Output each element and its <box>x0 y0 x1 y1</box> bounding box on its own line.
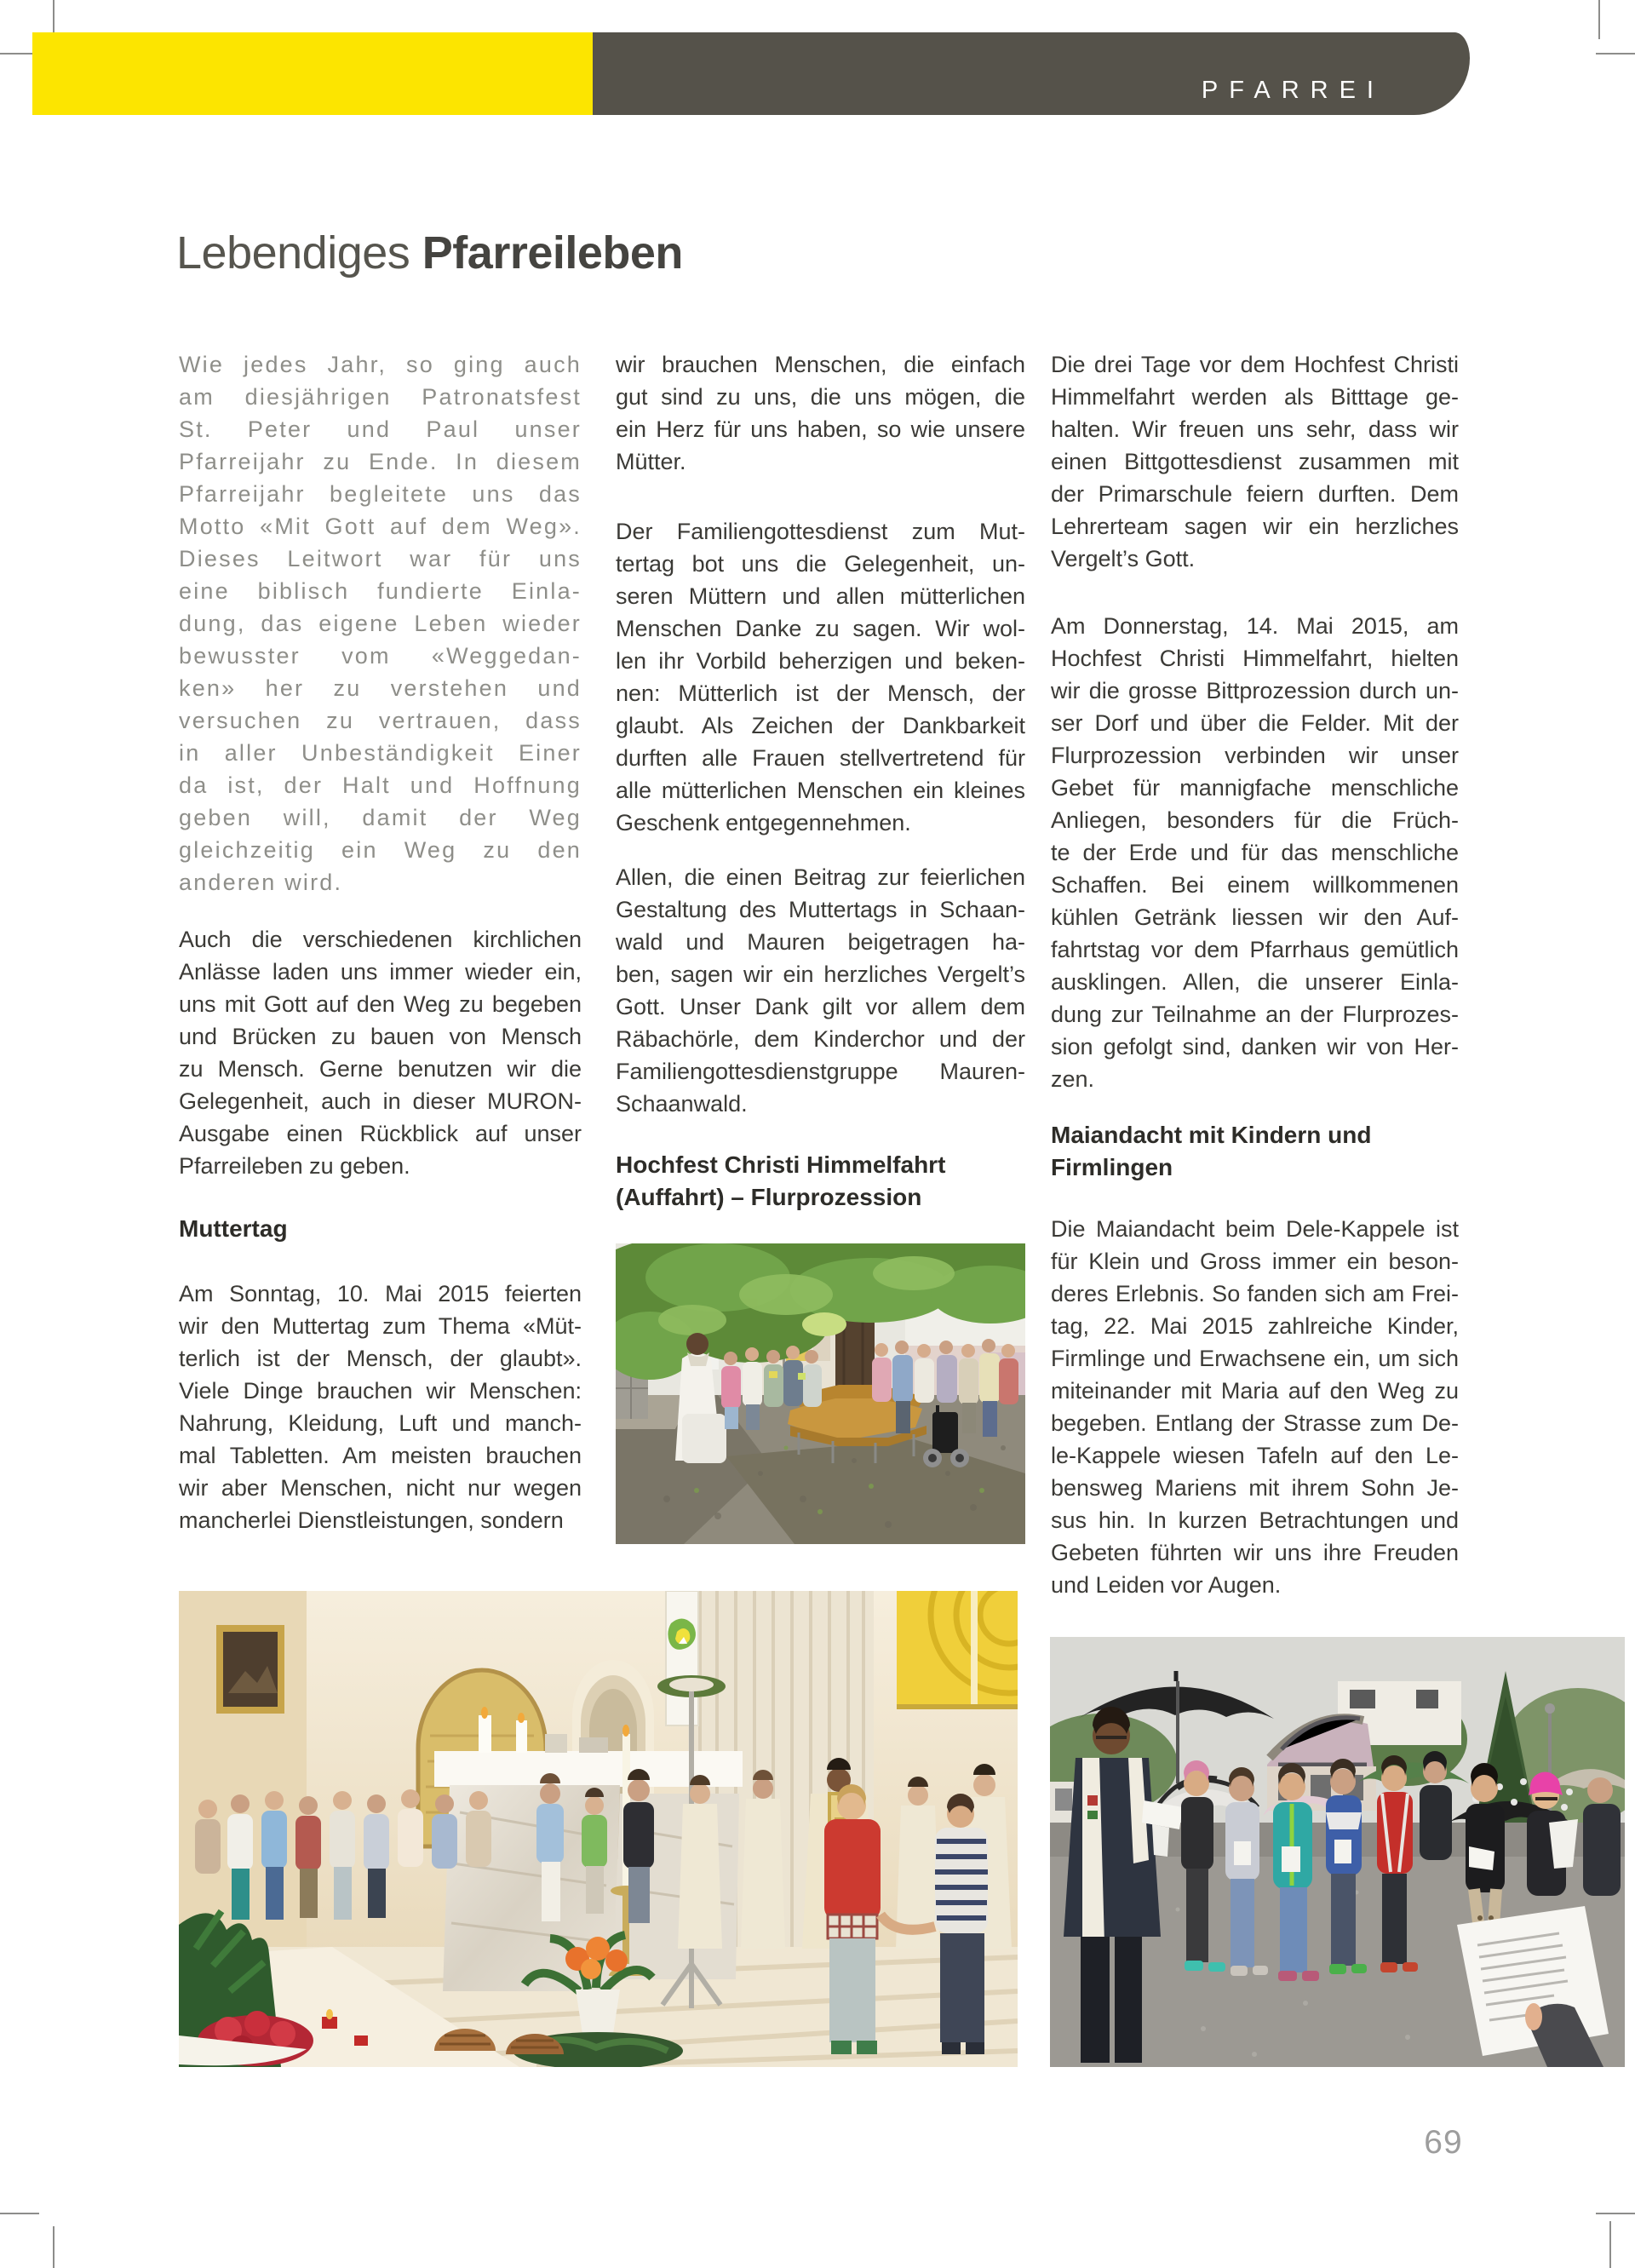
col1-heading-muttertag: Muttertag <box>179 1215 288 1242</box>
col3-paragraph-1: Die drei Tage vor dem Hochfest Christi Himmelfahrt werden als Bitttage ge- halten. Wir freuen uns sehr, dass wir einen Bittgottesdienst zusammen mit der Primarschule feiern durften. Dem Lehrerteam sagen wir ein herzliches Vergelt’s Gott. <box>1051 352 1459 571</box>
col1-paragraph-2: Auch die verschiedenen kirchlichen Anlässe laden uns immer wieder ein, uns mit Gott auf den Weg zu begeben und Brücken zu bauen von Mensch zu Mensch. Gerne benutzen wir die Gelegenheit, auch in dieser MURON- Ausgabe einen Rückblick auf unser Pfarreileben zu geben. <box>179 927 582 1179</box>
crop-mark-top-right-v <box>1598 0 1600 39</box>
crop-mark-bottom-left-v <box>53 2226 54 2268</box>
maiandacht-rain-illustration <box>1050 1637 1625 2067</box>
col2-heading-himmelfahrt: Hochfest Christi Himmelfahrt (Auffahrt) – Flurprozession <box>616 1151 946 1210</box>
page-title <box>176 227 683 279</box>
flurprozession-tree-illustration <box>616 1243 1025 1544</box>
col2-paragraph-2: Der Familiengottesdienst zum Mut- tertag bot uns die Gelegenheit, un- seren Müttern und allen mütterlichen Menschen Danke zu sagen. Wir wol- len ihr Vorbild beherzigen und beken- nen: Mütterlich ist der Mensch, der glaubt. Als Zeichen der Dankbarkeit durften alle Frauen stellvertretend für alle mütterlichen Menschen ein kleines Geschenk entgegennehmen. <box>616 519 1025 835</box>
flurprozession-tree-photo <box>616 1243 1025 1544</box>
col1-intro-paragraph: Wie jedes Jahr, so ging auch am diesjährigen Patronatsfest St. Peter und Paul unser Pfarreijahr zu Ende. In diesem Pfarreijahr begleitete uns das Motto «Mit Gott auf dem Weg». Dieses Leitwort war für uns eine biblisch fundierte Einla- dung, das eigene Leben wieder bewusster vom «Weggedan- ken» her zu verstehen und versuchen zu vertrauen, dass in aller Unbeständigkeit Einer da ist, der Halt und Hoffnung geben will, damit der Weg gleichzeitig ein Weg zu den anderen wird. <box>179 352 582 895</box>
header-yellow-block <box>32 32 593 115</box>
page-title-bold: Pfarreileben <box>422 227 683 278</box>
crop-mark-top-right-h <box>1596 53 1635 55</box>
muttertag-church-photo <box>179 1591 1018 2067</box>
header-section-tab <box>593 32 1470 115</box>
page-number: 69 <box>1424 2124 1463 2161</box>
maiandacht-rain-photo <box>1050 1637 1625 2067</box>
col2-paragraph-3: Allen, die einen Beitrag zur feierlichen Gestaltung des Muttertags in Schaan- wald und Mauren beigetragen ha- ben, sagen wir ein herzliches Vergelt’s Gott. Unser Dank gilt vor allem dem Räbachörle, dem Kinderchor und der Familiengottesdienstgruppe Mauren- Schaanwald. <box>616 864 1025 1117</box>
page-title-light: Lebendiges <box>176 227 410 278</box>
section-label: PFARREI <box>1201 77 1385 104</box>
col3-paragraph-3: Die Maiandacht beim Dele-Kappele ist für Klein und Gross immer ein beson- deres Erlebnis. So fanden sich am Frei- tag, 22. Mai 2015 zahlreiche Kinder, Firmlinge und Erwachsene ein, um sich miteinander mit Maria auf den Weg zu begeben. Entlang der Strasse zum De- le-Kappele wiesen Tafeln auf den Le- bensweg Mariens mit ihrem Sohn Je- sus hin. In kurzen Betrachtungen und Gebeten führten wir uns ihre Freuden und Leiden vor Augen. <box>1051 1216 1459 1598</box>
col3-heading-maiandacht: Maiandacht mit Kindern und Firmlingen <box>1051 1122 1372 1180</box>
crop-mark-bottom-left-h <box>0 2213 39 2214</box>
col2-paragraph-1: wir brauchen Menschen, die einfach gut sind zu uns, die uns mögen, die ein Herz für uns haben, so wie unsere Mütter. <box>616 352 1025 474</box>
col3-paragraph-2: Am Donnerstag, 14. Mai 2015, am Hochfest Christi Himmelfahrt, hielten wir die grosse Bittprozession durch un- ser Dorf und über die Felder. Mit der Flurprozession verbinden wir unser Gebet für mannigfache menschliche Anliegen, besonders für die Früch- te der Erde und für das menschliche Schaffen. Bei einem willkommenen kühlen Getränk liessen wir den Auf- fahrtstag vor dem Pfarrhaus gemütlich ausklingen. Allen, die unserer Einla- dung zur Teilnahme an der Flurprozes- sion gefolgt sind, danken wir von Her- zen. <box>1051 613 1459 1092</box>
muttertag-church-illustration <box>179 1591 1018 2067</box>
crop-mark-bottom-right-v <box>1609 2221 1611 2268</box>
col1-paragraph-3: Am Sonntag, 10. Mai 2015 feierten wir den Muttertag zum Thema «Müt- terlich ist der Mensch, der glaubt». Viele Dinge brauchen wir Menschen: Nahrung, Kleidung, Luft und manch- mal Tabletten. Am meisten brauchen wir aber Menschen, nicht nur wegen mancherlei Dienstleistungen, sondern <box>179 1281 582 1533</box>
crop-mark-bottom-right-h <box>1596 2213 1635 2214</box>
